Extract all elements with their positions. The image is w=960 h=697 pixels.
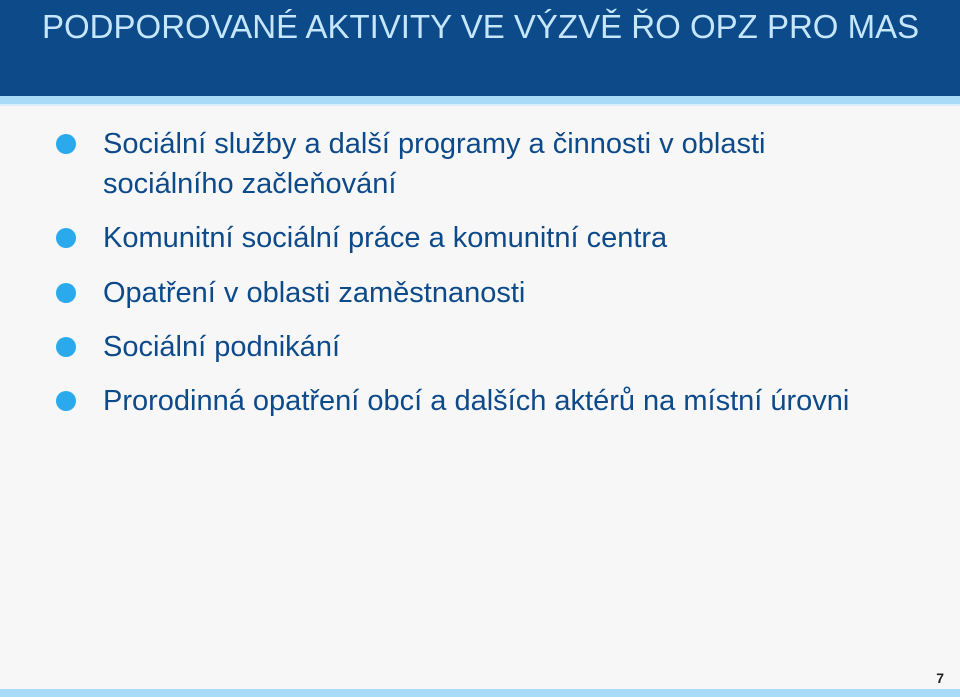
bullet-text: Komunitní sociální práce a komunitní centra (103, 222, 668, 254)
bullet-dot-icon (56, 337, 76, 357)
bullet-dot-icon (56, 283, 76, 303)
bullet-text: Opatření v oblasti zaměstnanosti (103, 277, 526, 309)
bullet-dot-icon (56, 391, 76, 411)
bullet-text: Sociální podnikání (103, 331, 340, 363)
bottom-accent-stripe (0, 689, 960, 697)
bullet-text: Sociální služby a další programy a činnosti v oblasti sociálního začleňování (103, 128, 766, 200)
bullet-dot-icon (56, 134, 76, 154)
bullet-dot-icon (56, 228, 76, 248)
title-accent-stripe-thin (0, 104, 960, 106)
title-accent-stripe (0, 96, 960, 104)
slide-title: PODPOROVANÉ AKTIVITY VE VÝZVĚ ŘO OPZ PRO MAS (42, 8, 920, 45)
title-bar (0, 0, 960, 96)
bullet-text: Prorodinná opatření obcí a dalších aktérů na místní úrovni (103, 385, 850, 417)
page-number: 7 (936, 670, 944, 686)
